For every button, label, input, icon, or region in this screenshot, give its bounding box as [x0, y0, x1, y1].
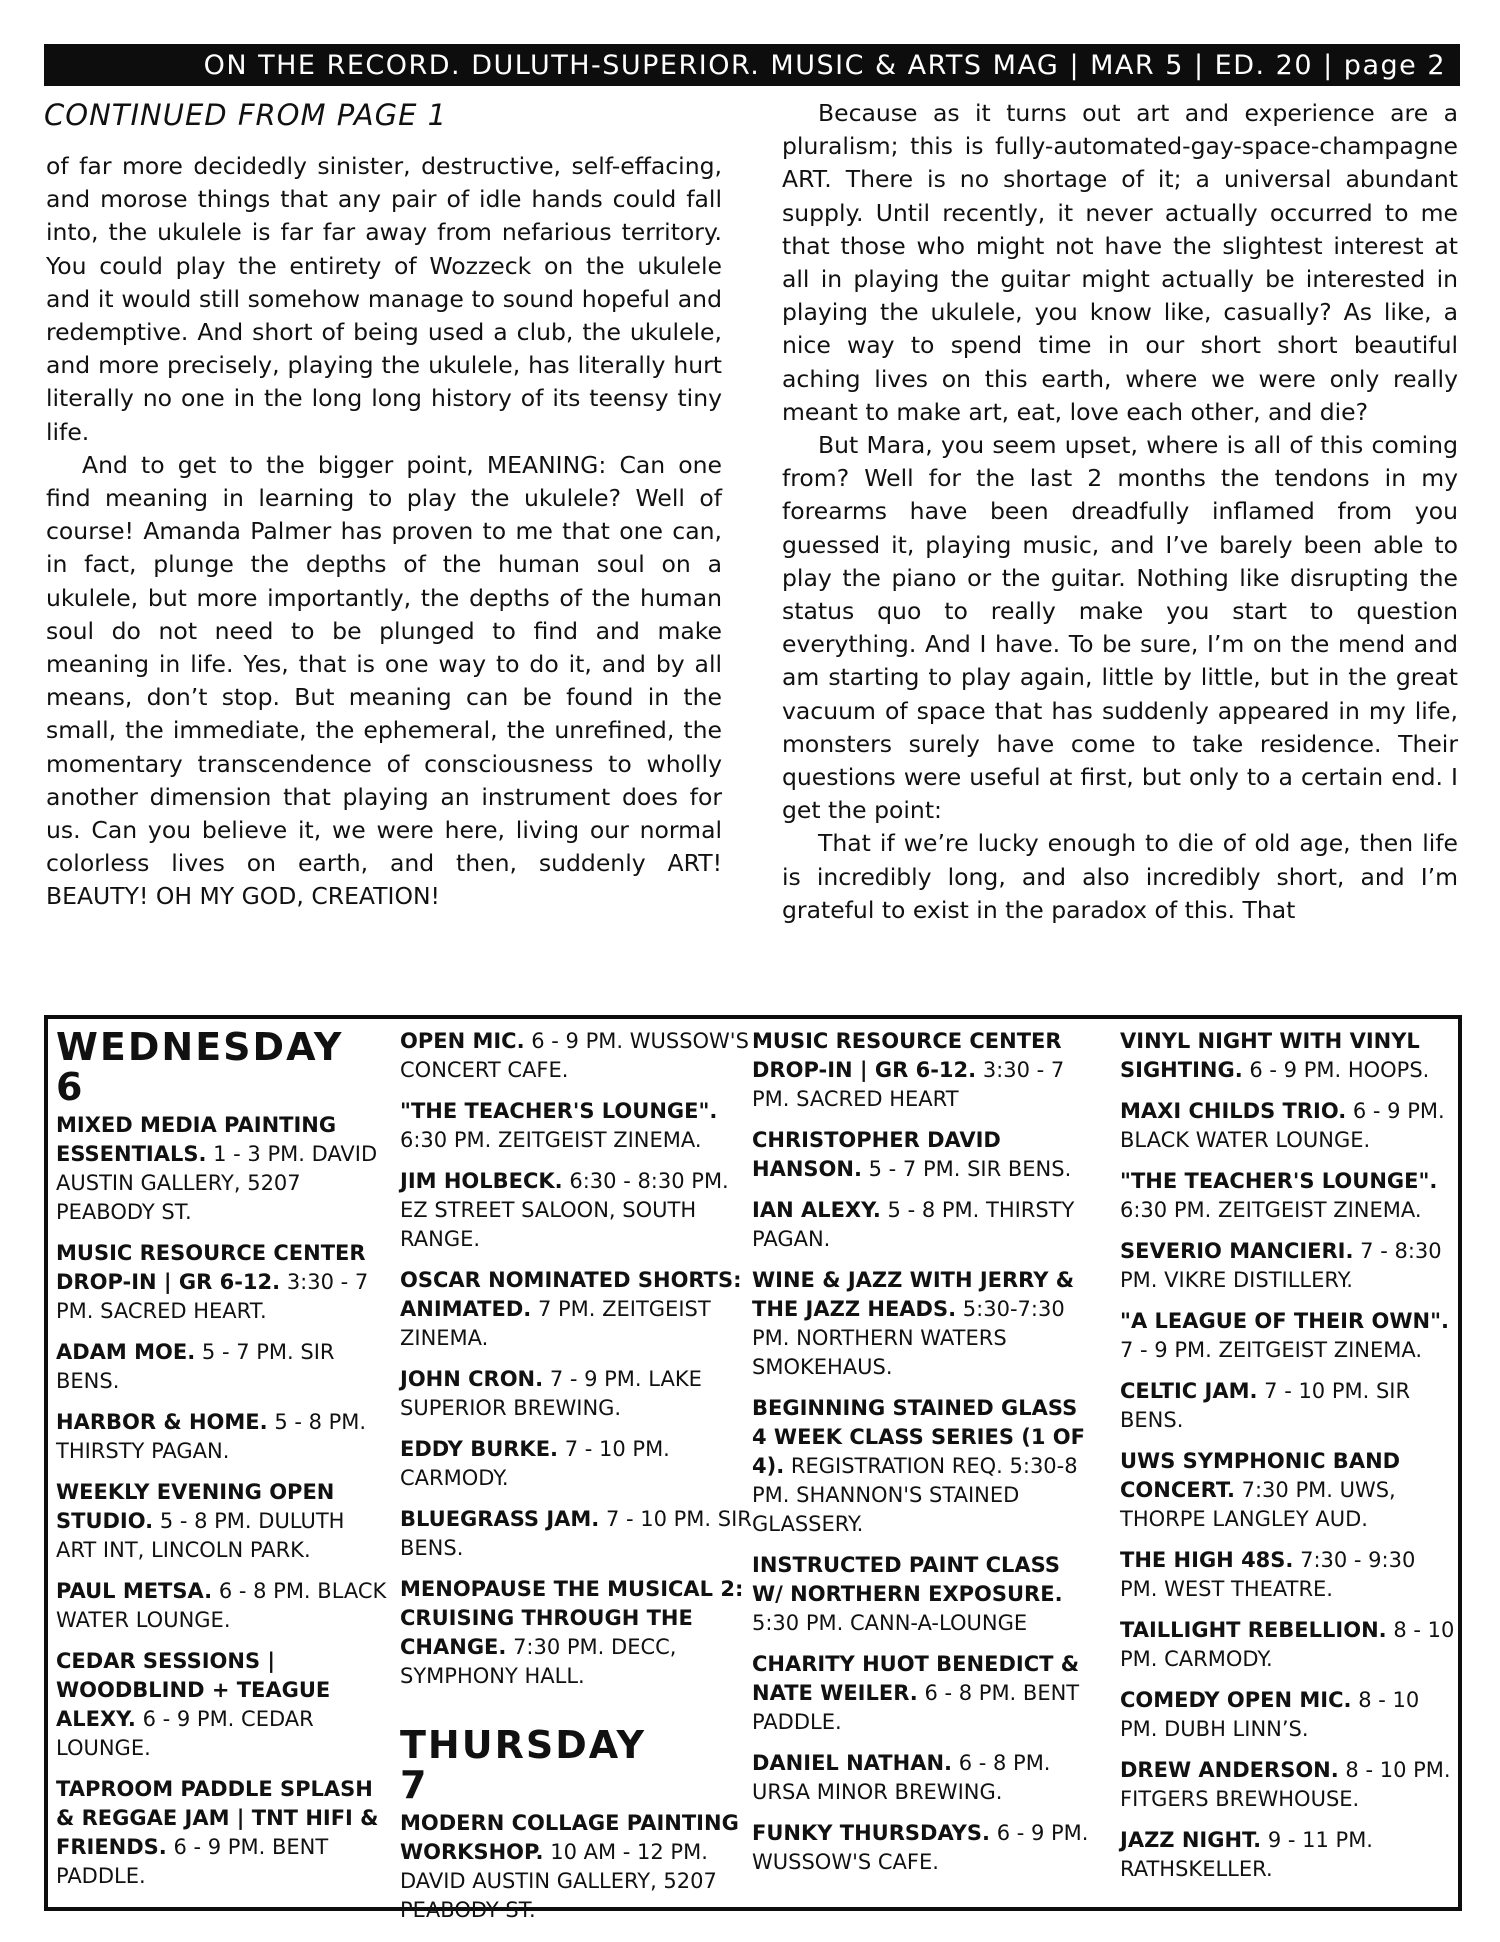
event-details: 3:30 - 7 PM. SACRED HEART.: [56, 1270, 369, 1323]
event-details: 6 - 9 PM. BENT PADDLE.: [56, 1835, 329, 1888]
event-title: MENOPAUSE THE MUSICAL 2: CRUISING THROUGH THE CHANGE.: [400, 1577, 744, 1659]
event-details: 7:30 PM. DECC, SYMPHONY HALL.: [400, 1635, 677, 1688]
event-title: MODERN COLLAGE PAINTING WORKSHOP.: [400, 1811, 739, 1864]
day-heading-wednesday: [56, 1027, 391, 1107]
event-title: CEDAR SESSIONS | WOODBLIND + TEAGUE ALEXY.: [56, 1649, 331, 1731]
event-details: 5 - 8 PM. DULUTH ART INT, LINCOLN PARK.: [56, 1509, 345, 1562]
article-paragraph: And to get to the bigger point, MEANING: Can one find meaning in learning to play the ukulele? Well of course! Amanda Palmer has proven to me that one can, in fact, plunge the depths of the human soul on a ukulele, but more importantly, the depths of the human soul do not need to be plunged to find and make meaning in life. Yes, that is one way to do it, and by all means, don’t stop. But meaning can be found in the small, the immediate, the ephemeral, the unrefined, the momentary transcendence of consciousness to wholly another dimension that playing an instrument does for us. Can you believe it, we were here, living our normal colorless lives on earth, and then, suddenly ART! BEAUTY! OH MY GOD, CREATION!: [46, 450, 722, 911]
day-date: 7: [400, 1763, 429, 1807]
event-item: [56, 1775, 391, 1891]
event-item: [1120, 1616, 1456, 1674]
events-calendar: [44, 1015, 1462, 1922]
event-details: 9 - 11 PM. RATHSKELLER.: [1120, 1828, 1373, 1881]
event-item: [1120, 1237, 1456, 1295]
event-details: REGISTRATION REQ. 5:30-8 PM. SHANNON'S STAINED GLASSERY.: [752, 1454, 1078, 1536]
event-item: [56, 1239, 391, 1326]
event-title: UWS SYMPHONIC BAND CONCERT.: [1120, 1449, 1401, 1502]
event-title: MUSIC RESOURCE CENTER DROP-IN | GR 6-12.: [56, 1241, 366, 1294]
event-item: [400, 1365, 760, 1423]
event-details: 6:30 - 8:30 PM. EZ STREET SALOON, SOUTH RANGE.: [400, 1169, 729, 1251]
event-details: 6 - 9 PM. HOOPS.: [1249, 1058, 1430, 1082]
event-details: 7 - 10 PM. SIR BENS.: [400, 1507, 752, 1560]
event-title: DANIEL NATHAN.: [752, 1751, 953, 1775]
event-title: "THE TEACHER'S LOUNGE".: [400, 1099, 718, 1123]
event-details: 3:30 - 7 PM. SACRED HEART: [752, 1058, 1065, 1111]
event-item: [752, 1650, 1092, 1737]
event-item: [56, 1338, 391, 1396]
event-details: 6 - 8 PM. BLACK WATER LOUNGE.: [56, 1579, 387, 1632]
event-title: TAPROOM PADDLE SPLASH & REGGAE JAM | TNT HIFI & FRIENDS.: [56, 1777, 379, 1859]
article-paragraph: That if we’re lucky enough to die of old age, then life is incredibly long, and also incredibly short, and I’m grateful to exist in the paradox of this. That: [782, 829, 1458, 924]
event-title: "A LEAGUE OF THEIR OWN".: [1120, 1309, 1449, 1333]
event-details: 7:30 - 9:30 PM. WEST THEATRE.: [1120, 1548, 1416, 1601]
event-title: WINE & JAZZ WITH JERRY & THE JAZZ HEADS.: [752, 1268, 1075, 1321]
event-title: PAUL METSA.: [56, 1579, 213, 1603]
event-item: [752, 1749, 1092, 1807]
event-title: CELTIC JAM.: [1120, 1379, 1258, 1403]
event-item: [1120, 1307, 1456, 1365]
event-item: [400, 1266, 760, 1353]
day-name: WEDNESDAY: [56, 1025, 344, 1069]
event-title: ADAM MOE.: [56, 1340, 196, 1364]
event-item: [400, 1435, 760, 1493]
event-title: BEGINNING STAINED GLASS 4 WEEK CLASS SERIES (1 OF 4).: [752, 1396, 1085, 1478]
article-paragraph: Because as it turns out art and experience are a pluralism; this is fully-automated-gay-space-champagne ART. There is no shortage of it; a universal abundant supply. Until recently, it never actually occurred to me that those who might not have the slightest interest at all in playing the guitar might actually be interested in playing the ukulele, you know like, casually? As like, a nice way to spend time in our short short beautiful aching lives on this earth, where we were only really meant to make art, eat, love each other, and die?: [782, 99, 1458, 426]
event-details: 6 - 9 PM. WUSSOW'S CONCERT CAFE.: [400, 1029, 749, 1082]
event-title: WEEKLY EVENING OPEN STUDIO.: [56, 1480, 335, 1533]
article-paragraph: of far more decidedly sinister, destructive, self-effacing, and morose things that any pair of idle hands could fall into, the ukulele is far far away from nefarious territory. You could play the entirety of Wozzeck on the ukulele and it would still somehow manage to sound hopeful and redemptive. And short of being used a club, the ukulele, and more precisely, playing the ukulele, has literally hurt literally no one in the long long history of its teensy tiny life.: [46, 152, 722, 446]
continued-label: CONTINUED FROM PAGE 1: [44, 98, 448, 132]
event-title: MAXI CHILDS TRIO.: [1120, 1099, 1347, 1123]
article-paragraph: But Mara, you seem upset, where is all of this coming from? Well for the last 2 months the tendons in my forearms have been dreadfully inflamed from you guessed it, playing music, and I’ve barely been able to play the piano or the guitar. Nothing like disrupting the status quo to really make you start to question everything. And I have. To be sure, I’m on the mend and am starting to play again, little by little, but in the great vacuum of space that has suddenly appeared in my life, monsters surely have come to take residence. Their questions were useful at first, but only to a certain end. I get the point:: [782, 431, 1458, 825]
event-details: 6 - 9 PM. BLACK WATER LOUNGE.: [1120, 1099, 1445, 1152]
event-item: [1120, 1377, 1456, 1435]
event-item: [1120, 1546, 1456, 1604]
event-title: MUSIC RESOURCE CENTER DROP-IN | GR 6-12.: [752, 1029, 1062, 1082]
event-item: [400, 1027, 760, 1085]
event-title: HARBOR & HOME.: [56, 1410, 268, 1434]
event-details: 5 - 8 PM. THIRSTY PAGAN.: [56, 1410, 367, 1463]
event-title: BLUEGRASS JAM.: [400, 1507, 600, 1531]
event-details: 6:30 PM. ZEITGEIST ZINEMA.: [1120, 1198, 1422, 1222]
article-column-right: [782, 97, 1458, 927]
event-item: [400, 1575, 760, 1691]
event-title: TAILLIGHT REBELLION.: [1120, 1618, 1387, 1642]
event-item: [1120, 1027, 1456, 1085]
masthead-text: ON THE RECORD. DULUTH-SUPERIOR. MUSIC & ARTS MAG | MAR 5 | ED. 20 | page 2: [203, 49, 1446, 81]
event-details: 8 - 10 PM. DUBH LINN’S.: [1120, 1688, 1420, 1741]
event-details: 7 - 9 PM. ZEITGEIST ZINEMA.: [1120, 1338, 1423, 1362]
event-title: DREW ANDERSON.: [1120, 1758, 1339, 1782]
event-details: 7 - 10 PM. SIR BENS.: [1120, 1379, 1411, 1432]
event-item: [752, 1551, 1092, 1638]
event-title: FUNKY THURSDAYS.: [752, 1821, 990, 1845]
event-item: [1120, 1167, 1456, 1225]
event-title: INSTRUCTED PAINT CLASS W/ NORTHERN EXPOSURE.: [752, 1553, 1063, 1606]
event-item: [1120, 1447, 1456, 1534]
event-title: COMEDY OPEN MIC.: [1120, 1688, 1352, 1712]
event-details: 6 - 8 PM. BENT PADDLE.: [752, 1681, 1080, 1734]
event-details: 8 - 10 PM. CARMODY.: [1120, 1618, 1455, 1671]
event-title: VINYL NIGHT WITH VINYL SIGHTING.: [1120, 1029, 1420, 1082]
event-title: EDDY BURKE.: [400, 1437, 559, 1461]
event-details: 5:30-7:30 PM. NORTHERN WATERS SMOKEHAUS.: [752, 1297, 1065, 1379]
event-title: "THE TEACHER'S LOUNGE".: [1120, 1169, 1438, 1193]
event-title: THE HIGH 48S.: [1120, 1548, 1294, 1572]
event-details: 5 - 8 PM. THIRSTY PAGAN.: [752, 1198, 1075, 1251]
day-date: 6: [56, 1065, 85, 1109]
event-details: 7 - 9 PM. LAKE SUPERIOR BREWING.: [400, 1367, 702, 1420]
event-title: OSCAR NOMINATED SHORTS: ANIMATED.: [400, 1268, 742, 1321]
event-details: 7 - 10 PM. CARMODY.: [400, 1437, 670, 1490]
events-column: [56, 1027, 391, 1903]
event-title: MIXED MEDIA PAINTING ESSENTIALS.: [56, 1113, 337, 1166]
event-item: [56, 1111, 391, 1227]
event-item: [1120, 1826, 1456, 1884]
masthead-banner: [44, 44, 1460, 86]
event-title: IAN ALEXY.: [752, 1198, 881, 1222]
event-item: [56, 1647, 391, 1763]
event-details: 5:30 PM. CANN-A-LOUNGE: [752, 1611, 1028, 1635]
event-item: [56, 1408, 391, 1466]
event-item: [1120, 1097, 1456, 1155]
event-item: [56, 1577, 391, 1635]
event-title: CHRISTOPHER DAVID HANSON.: [752, 1128, 1001, 1181]
event-details: 5 - 7 PM. SIR BENS.: [56, 1340, 335, 1393]
event-details: 7:30 PM. UWS, THORPE LANGLEY AUD.: [1120, 1478, 1396, 1531]
event-item: [400, 1167, 760, 1254]
event-details: 6 - 8 PM. URSA MINOR BREWING.: [752, 1751, 1051, 1804]
event-item: [400, 1505, 760, 1563]
event-item: [752, 1266, 1092, 1382]
events-column: [1120, 1027, 1456, 1896]
event-title: JAZZ NIGHT.: [1120, 1828, 1262, 1852]
day-heading-thursday: [400, 1725, 760, 1805]
event-item: [400, 1097, 760, 1155]
event-item: [752, 1126, 1092, 1184]
event-item: [1120, 1686, 1456, 1744]
event-details: 10 AM - 12 PM. DAVID AUSTIN GALLERY, 5207 PEABODY ST.: [400, 1840, 717, 1922]
event-title: JOHN CRON.: [400, 1367, 544, 1391]
events-column: [400, 1027, 760, 1937]
event-title: SEVERIO MANCIERI.: [1120, 1239, 1354, 1263]
event-item: [752, 1394, 1092, 1539]
event-item: [752, 1027, 1092, 1114]
event-details: 6:30 PM. ZEITGEIST ZINEMA.: [400, 1128, 702, 1152]
event-details: 5 - 7 PM. SIR BENS.: [868, 1157, 1072, 1181]
event-item: [1120, 1756, 1456, 1814]
event-item: [400, 1809, 760, 1925]
event-details: 6 - 9 PM. WUSSOW'S CAFE.: [752, 1821, 1089, 1874]
article-column-left: [46, 150, 722, 914]
day-name: THURSDAY: [400, 1723, 647, 1767]
event-details: 8 - 10 PM. FITGERS BREWHOUSE.: [1120, 1758, 1451, 1811]
event-title: JIM HOLBECK.: [400, 1169, 563, 1193]
event-details: 7 - 8:30 PM. VIKRE DISTILLERY.: [1120, 1239, 1442, 1292]
event-item: [752, 1196, 1092, 1254]
event-details: 7 PM. ZEITGEIST ZINEMA.: [400, 1297, 711, 1350]
event-title: OPEN MIC.: [400, 1029, 525, 1053]
event-item: [56, 1478, 391, 1565]
event-details: 1 - 3 PM. DAVID AUSTIN GALLERY, 5207 PEABODY ST.: [56, 1142, 378, 1224]
events-column: [752, 1027, 1092, 1889]
event-details: 6 - 9 PM. CEDAR LOUNGE.: [56, 1707, 314, 1760]
event-item: [752, 1819, 1092, 1877]
event-title: CHARITY HUOT BENEDICT & NATE WEILER.: [752, 1652, 1080, 1705]
